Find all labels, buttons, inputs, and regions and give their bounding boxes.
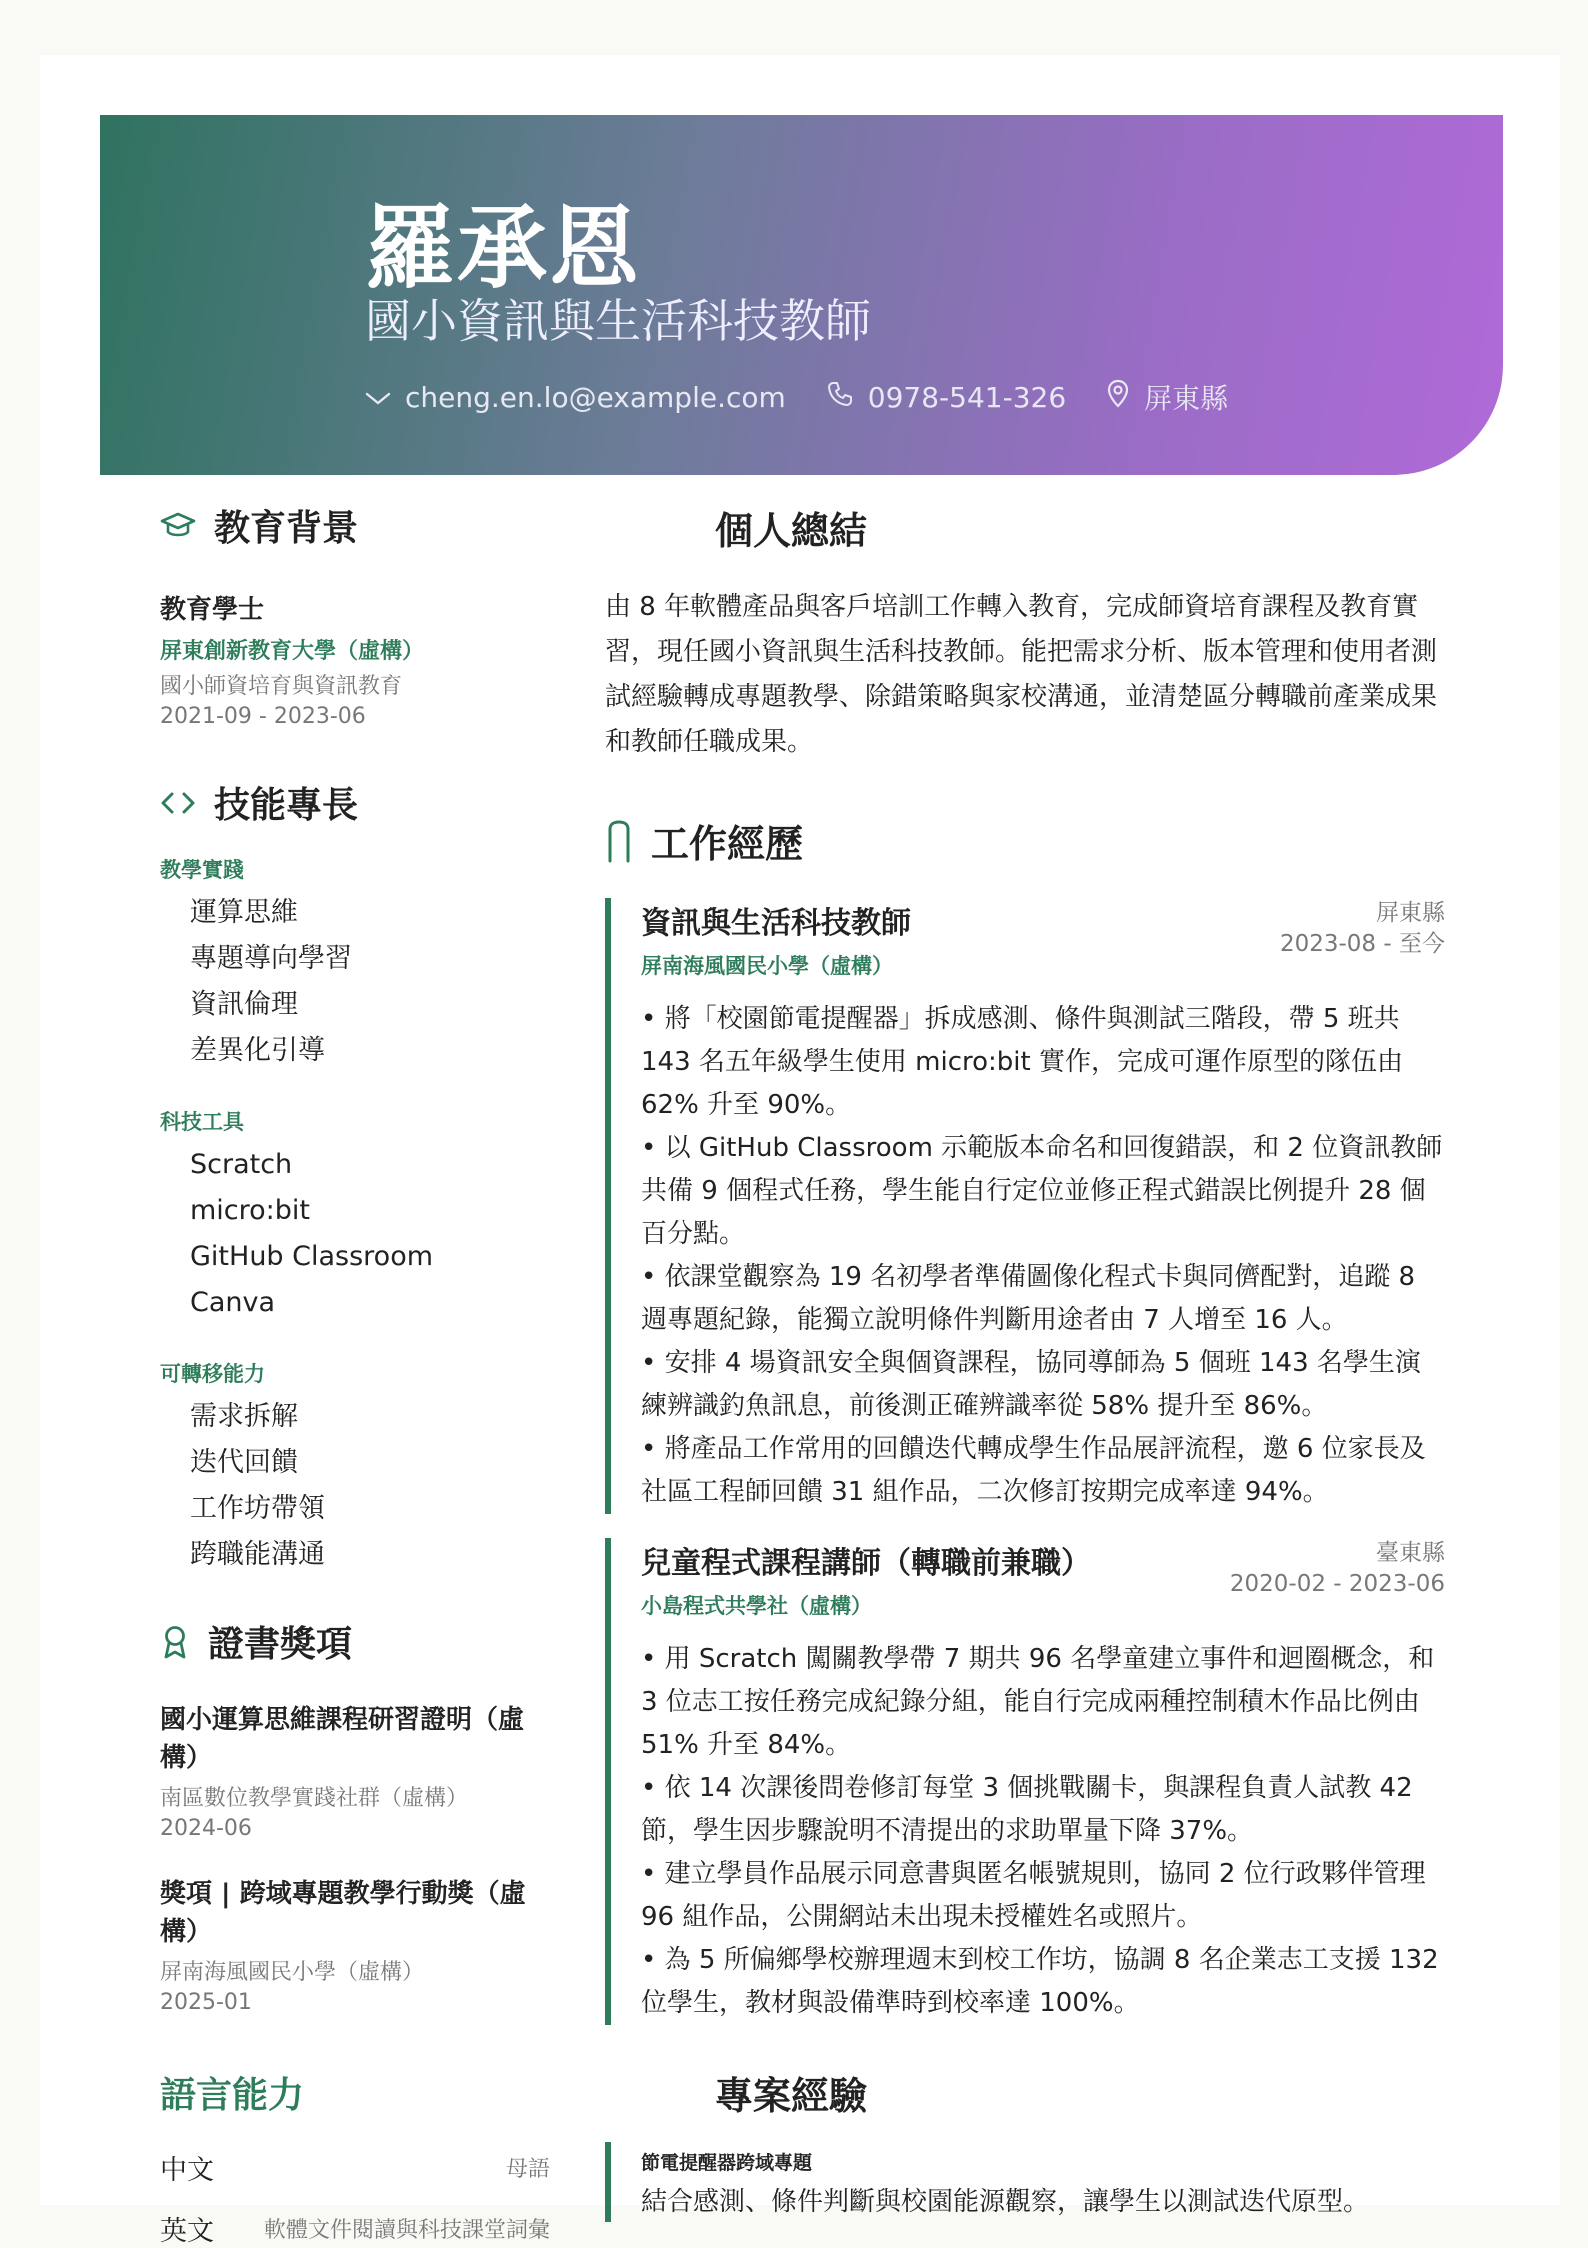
job-company: 屏南海風國民小學（虛構） xyxy=(641,954,893,978)
job-company: 小島程式共學社（虛構） xyxy=(641,1594,872,1618)
skill-item: 專題導向學習 xyxy=(190,943,352,974)
job-bullet: • 用 Scratch 闖關教學帶 7 期共 96 名學童建立事件和迴圈概念，和 3 位志工按任務完成紀錄分組，能自行完成兩種控制積木作品比例由 51% 升至 84%。 xyxy=(641,1644,1435,1760)
work-heading-text: 工作經歷 xyxy=(651,822,804,866)
edu-school: 屏東創新教育大學（虛構） xyxy=(160,639,425,664)
skill-category xyxy=(160,1358,550,1572)
job-title: 資訊與生活科技教師 xyxy=(641,906,911,941)
certs-heading xyxy=(160,1616,550,1667)
skill-item: 差異化引導 xyxy=(190,1035,325,1066)
candidate-title: 國小資訊與生活科技教師 xyxy=(365,294,871,348)
skill-item: micro:bit xyxy=(190,1195,310,1226)
edu-program: 國小師資培育與資訊教育 xyxy=(160,674,403,699)
job-bullet: • 建立學員作品展示同意書與匿名帳號規則，協同 2 位行政夥伴管理 96 組作品，公開網站未出現未授權姓名或照片。 xyxy=(641,1859,1426,1932)
cert-issuer: 南區數位教學實踐社群（虛構） xyxy=(160,1786,469,1811)
job-period: 2023-08 - 至今 xyxy=(1279,931,1445,957)
skill-item: 迭代回饋 xyxy=(190,1447,298,1478)
skill-item: GitHub Classroom xyxy=(190,1241,434,1272)
cert-item xyxy=(160,1701,550,1841)
education-heading xyxy=(160,500,550,551)
contact-phone[interactable] xyxy=(826,380,1066,415)
cert-date: 2024-06 xyxy=(160,1816,252,1841)
work-heading xyxy=(605,813,1445,868)
cert-date: 2025-01 xyxy=(160,1990,252,2015)
skill-item: 需求拆解 xyxy=(190,1401,298,1432)
skills-heading-text: 技能專長 xyxy=(214,785,359,826)
language-row xyxy=(160,2209,550,2248)
skill-category-name: 科技工具 xyxy=(160,1110,244,1134)
award-ribbon-icon xyxy=(160,1624,190,1660)
header-banner xyxy=(100,115,1503,475)
contact-email[interactable] xyxy=(365,381,786,414)
job-bullet: • 將「校園節電提醒器」拆成感測、條件與測試三階段，帶 5 班共 143 名五年級學生使用 micro:bit 實作，完成可運作原型的隊伍由 62% 升至 90%。 xyxy=(641,1004,1403,1120)
skill-category xyxy=(160,854,550,1068)
cert-item xyxy=(160,1875,550,2015)
language-name: 中文 xyxy=(160,2155,214,2186)
job-location: 臺東縣 xyxy=(1376,1540,1445,1566)
language-level: 軟體文件閱讀與科技課堂詞彙 xyxy=(263,2218,550,2243)
job-bullet: • 安排 4 場資訊安全與個資課程，協同導師為 5 個班 143 名學生演練辨識釣魚訊息，前後測正確辨識率從 58% 提升至 86%。 xyxy=(641,1348,1421,1421)
job-bullet: • 依 14 次課後問卷修訂每堂 3 個挑戰關卡，與課程負責人試教 42 節，學生因步驟說明不清提出的求助單量下降 37%。 xyxy=(641,1773,1413,1846)
skill-item: 跨職能溝通 xyxy=(190,1539,325,1570)
skill-item: Scratch xyxy=(190,1149,293,1180)
projects-heading: 專案經驗 xyxy=(715,2074,868,2118)
skill-item: Canva xyxy=(190,1287,276,1318)
project-title: 節電提醒器跨域專題 xyxy=(641,2152,813,2174)
job-bullet: • 以 GitHub Classroom 示範版本命名和回復錯誤，和 2 位資訊教師共備 9 個程式任務，學生能自行定位並修正程式錯誤比例提升 28 個百分點。 xyxy=(641,1133,1443,1249)
graduation-cap-icon xyxy=(160,511,196,541)
right-column xyxy=(605,500,1445,2222)
education-heading-text: 教育背景 xyxy=(214,508,359,549)
skill-category xyxy=(160,1106,550,1320)
project-desc: 結合感測、條件判斷與校園能源觀察，讓學生以測試迭代原型。 xyxy=(641,2187,1370,2217)
location-pin-icon xyxy=(1106,379,1130,416)
job-title: 兒童程式課程講師（轉職前兼職） xyxy=(641,1546,1091,1581)
email-text: cheng.en.lo@example.com xyxy=(405,380,786,414)
skill-category-name: 可轉移能力 xyxy=(160,1362,265,1386)
candidate-name: 羅承恩 xyxy=(365,196,641,301)
left-column xyxy=(160,500,550,2248)
languages-heading: 語言能力 xyxy=(160,2075,305,2116)
job-location: 屏東縣 xyxy=(1376,900,1445,926)
edu-period: 2021-09 - 2023-06 xyxy=(160,704,366,729)
job-period: 2020-02 - 2023-06 xyxy=(1229,1571,1445,1597)
language-name: 英文 xyxy=(160,2216,214,2247)
edu-degree: 教育學士 xyxy=(160,595,265,625)
certs-heading-text: 證書獎項 xyxy=(208,1624,353,1665)
contact-location xyxy=(1106,377,1228,417)
job-bullet: • 依課堂觀察為 19 名初學者準備圖像化程式卡與同儕配對，追蹤 8 週專題紀錄，能獨立說明條件判斷用途者由 7 人增至 16 人。 xyxy=(641,1262,1416,1335)
skill-item: 資訊倫理 xyxy=(190,989,298,1020)
project-entry xyxy=(605,2142,1445,2222)
skill-item: 工作坊帶領 xyxy=(190,1493,325,1524)
phone-icon xyxy=(826,380,854,415)
job-entry xyxy=(605,1538,1445,2025)
phone-text: 0978-541-326 xyxy=(867,380,1067,414)
cert-title: 獎項 | 跨域專題教學行動獎（虛構） xyxy=(160,1879,526,1947)
language-row xyxy=(160,2148,550,2187)
email-icon xyxy=(365,381,391,414)
skill-item: 運算思維 xyxy=(190,897,298,928)
bookmark-tab-icon xyxy=(605,819,633,863)
job-entry xyxy=(605,898,1445,1514)
cert-title: 國小運算思維課程研習證明（虛構） xyxy=(160,1705,525,1773)
cert-issuer: 屏南海風國民小學（虛構） xyxy=(160,1960,425,1985)
skills-heading xyxy=(160,777,550,828)
job-bullets xyxy=(641,1638,1445,2025)
job-bullet: • 為 5 所偏鄉學校辦理週末到校工作坊，協調 8 名企業志工支援 132 位學生，教材與設備準時到校率達 100%。 xyxy=(641,1945,1439,2018)
job-bullets xyxy=(641,998,1445,1514)
code-brackets-icon xyxy=(160,789,196,817)
summary-text: 由 8 年軟體產品與客戶培訓工作轉入教育，完成師資培育課程及教育實習，現任國小資訊與生活科技教師。能把需求分析、版本管理和使用者測試經驗轉成專題教學、除錯策略與家校溝通，並清楚區分轉職前產業成果和教師任職成果。 xyxy=(605,592,1438,757)
contact-row xyxy=(365,377,1228,417)
summary-heading: 個人總結 xyxy=(715,509,868,553)
skill-category-name: 教學實踐 xyxy=(160,858,244,882)
job-bullet: • 將產品工作常用的回饋迭代轉成學生作品展評流程，邀 6 位家長及社區工程師回饋 31 組作品，二次修訂按期完成率達 94%。 xyxy=(641,1434,1426,1507)
language-level: 母語 xyxy=(505,2157,550,2182)
location-text: 屏東縣 xyxy=(1144,382,1229,415)
